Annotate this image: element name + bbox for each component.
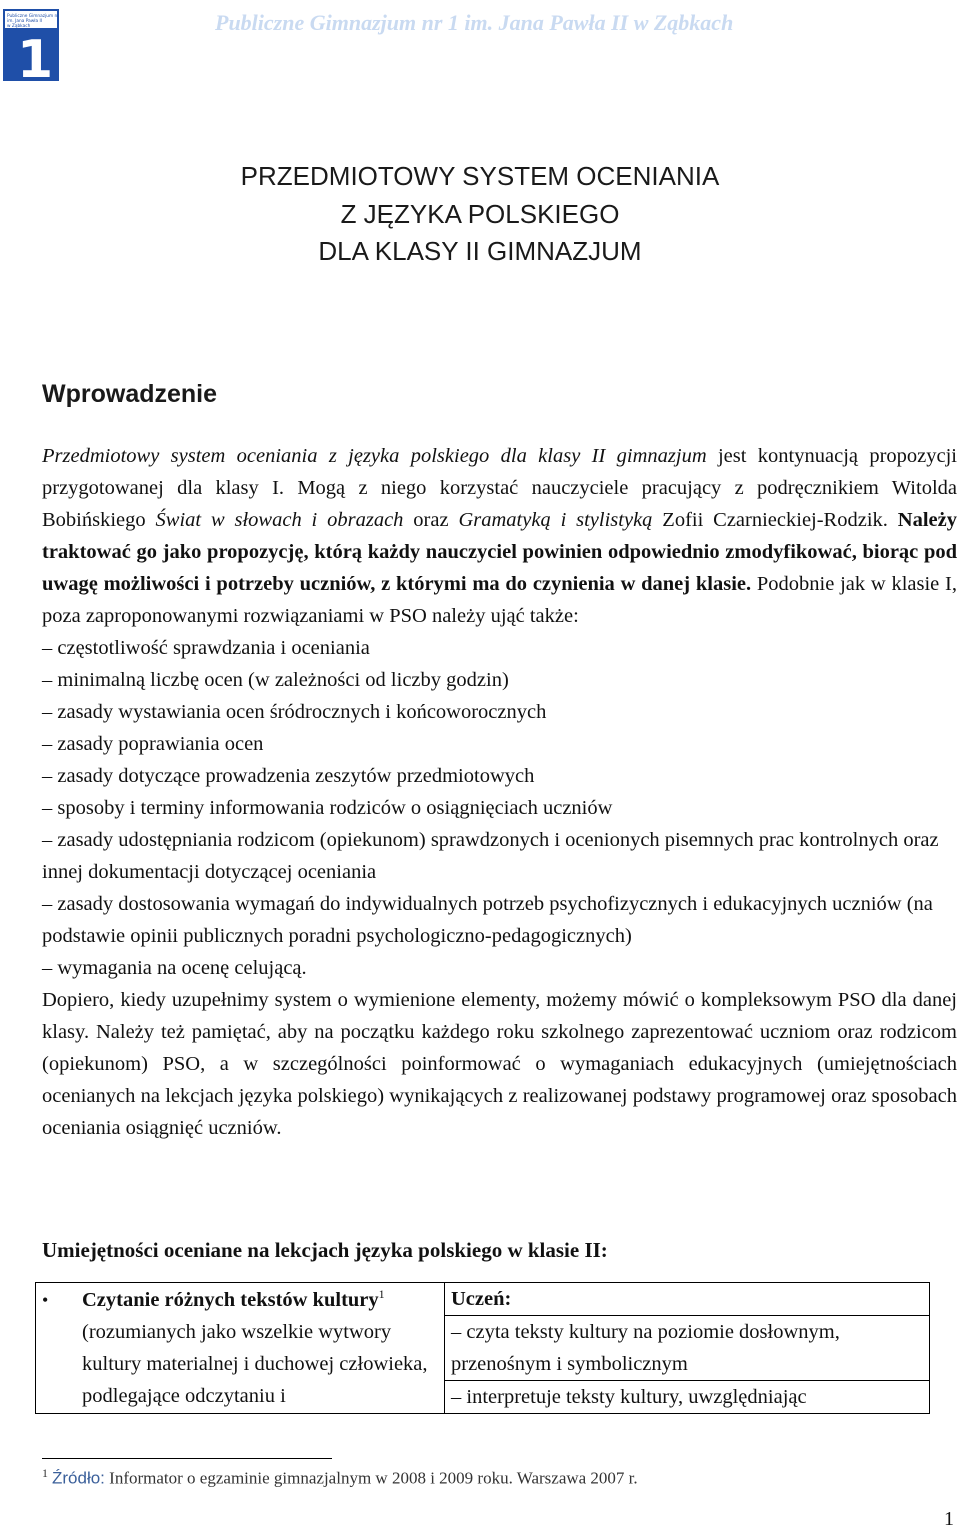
footnote-number: 1 (42, 1466, 48, 1480)
intro-text: Zofii Czarnieckiej-Rodzik. (652, 509, 898, 531)
list-item: – minimalną liczbę ocen (w zależności od liczby godzin) (42, 669, 509, 691)
title-line: Z JĘZYKA POLSKIEGO (340, 198, 620, 229)
footnote-ref: 1 (378, 1287, 385, 1302)
skill-name: Czytanie różnych tekstów kultury (82, 1289, 379, 1311)
intro-paragraph (42, 440, 957, 632)
title-line: DLA KLASY II GIMNAZJUM (318, 236, 642, 266)
pso-elements-list (42, 632, 957, 984)
school-logo (3, 9, 59, 81)
list-item: – zasady udostępniania rodzicom (opiekunom) sprawdzonych i ocenionych pisemnych prac kontrolnych oraz innej dokumentacji dotyczącej oceniania (42, 829, 939, 883)
book-title: Świat w słowach i obrazach (155, 509, 404, 531)
logo-number: 1 (17, 30, 54, 81)
skills-heading: Umiejętności oceniane na lekcjach języka polskiego w klasie II: (42, 1238, 608, 1262)
book-title: Gramatyką i stylistyką (458, 509, 653, 531)
document-title (0, 158, 960, 271)
footnote (42, 1466, 638, 1489)
list-item: – zasady dotyczące prowadzenia zeszytów przedmiotowych (42, 765, 535, 787)
footnote-separator (42, 1458, 332, 1459)
bullet-icon: • (42, 1290, 49, 1310)
section-heading-introduction: Wprowadzenie (42, 380, 218, 408)
table-row (36, 1283, 930, 1316)
footnote-text: Informator o egzaminie gimnazjalnym w 2008 i 2009 roku. Warszawa 2007 r. (104, 1468, 638, 1488)
footnote-label: Źródło: (52, 1468, 105, 1488)
school-name-header: Publiczne Gimnazjum nr 1 im. Jana Pawła II w Ząbkach (215, 10, 734, 35)
intro-text: Podobnie jak w klasie I, poza zaproponowanymi rozwiązaniami w PSO należy ująć także: (42, 573, 957, 627)
intro-text: oraz (403, 509, 459, 531)
intro-italic-text: Przedmiotowy system oceniania z języka polskiego dla klasy II gimnazjum (42, 445, 707, 467)
skill-description: (rozumianych jako wszelkie wytwory kultury materialnej i duchowej człowieka, podlegające odczytaniu i (82, 1321, 428, 1407)
requirement-cell: – interpretuje teksty kultury, uwzględniając (445, 1381, 930, 1414)
title-line: PRZEDMIOTOWY SYSTEM OCENIANIA (240, 161, 720, 191)
closing-paragraph: Dopiero, kiedy uzupełnimy system o wymienione elementy, możemy mówić o kompleksowym PSO dla danej klasy. Należy też pamiętać, aby na początku każdego roku szkolnego zaprezentować uczniom oraz rodzicom (opiekunom) PSO, a w szczególności poinformować o wymaganiach edukacyjnych (umiejętnościach ocenianych na lekcjach języka polskiego) wynikających z realizowanej podstawy programowej oraz sposobach oceniania osiągnięć uczniów. (42, 989, 957, 1139)
svg-text:w Ząbkach: w Ząbkach (7, 24, 31, 29)
svg-text:Publiczne Gimnazjum nr 1: Publiczne Gimnazjum nr 1 (7, 14, 59, 19)
list-item: – częstotliwość sprawdzania i oceniania (42, 637, 370, 659)
skill-cell (36, 1283, 445, 1414)
list-item: – zasady dostosowania wymagań do indywidualnych potrzeb psychofizycznych i edukacyjnych uczniów (na podstawie opinii publicznych poradni psychologiczno-pedagogicznych) (42, 893, 933, 947)
list-item: – zasady wystawiania ocen śródrocznych i końcoworocznych (42, 701, 547, 723)
list-item: – wymagania na ocenę celującą. (42, 957, 307, 979)
svg-text:im. Jana Pawła II: im. Jana Pawła II (7, 19, 43, 24)
document-body (42, 440, 957, 1144)
intro-text: jest kontynuacją propozycji przygotowanej dla klasy I. Mogą z niego korzystać nauczyciele pracujący z podręcznikiem Witolda Bobińskiego (42, 445, 958, 531)
student-header-cell: Uczeń: (445, 1283, 930, 1316)
list-item: – zasady poprawiania ocen (42, 733, 264, 755)
intro-bold-text: Należy traktować go jako propozycję, którą każdy nauczyciel powinien odpowiednio zmodyfikować, biorąc pod uwagę możliwości i potrzeby uczniów, z którymi ma do czynienia w danej klasie. (42, 509, 957, 595)
page-number: 1 (944, 1508, 954, 1530)
list-item: – sposoby i terminy informowania rodziców o osiągnięciach uczniów (42, 797, 613, 819)
requirement-cell: – czyta teksty kultury na poziomie dosłownym, przenośnym i symbolicznym (445, 1316, 930, 1381)
skills-table (35, 1282, 930, 1414)
